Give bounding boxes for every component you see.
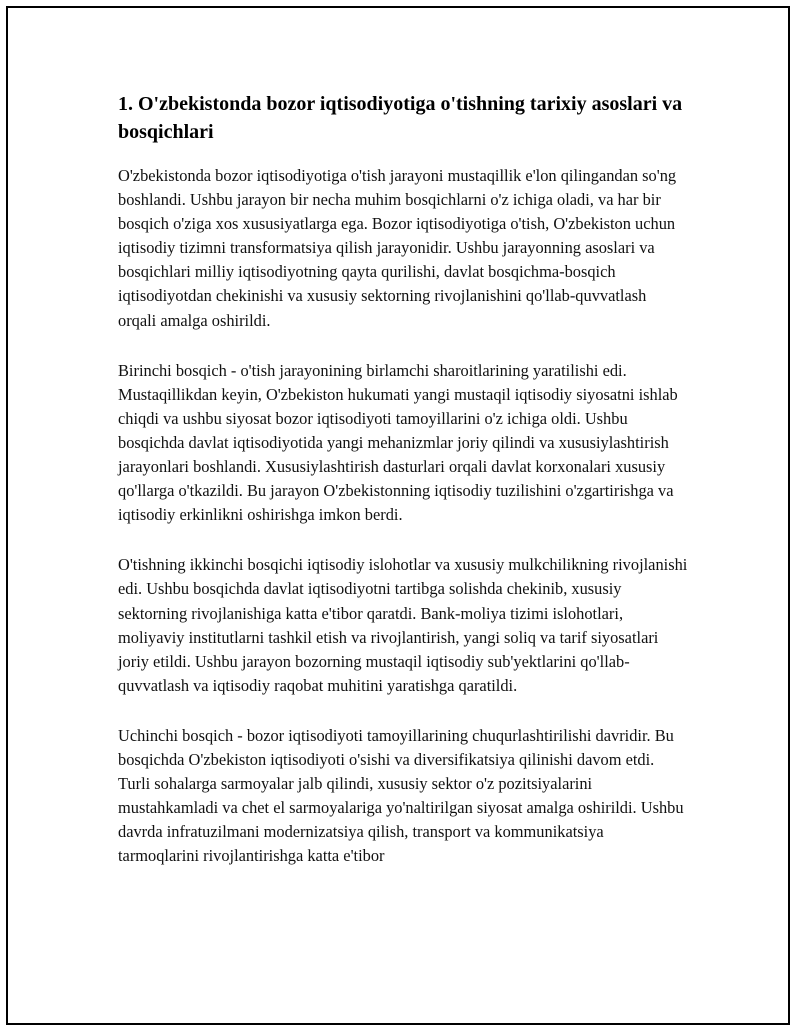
paragraph-intro: O'zbekistonda bozor iqtisodiyotiga o'tish jarayoni mustaqillik e'lon qilingandan so'ng boshlandi. Ushbu jarayon bir necha muhim bosqichlarni o'z ichiga oladi, va har bir bosqich o'ziga xos xususiyatlarga ega. Bozor iqtisodiyotiga o'tish, O'zbekiston uchun iqtisodiy tizimni transformatsiya qilish jarayonidir. Ushbu jarayonning asoslari va bosqichlari milliy iqtisodiyotning qayta qurilishi, davlat bosqichma-bosqich iqtisodiyotdan chekinishi va xususiy sektorning rivojlanishini qo'llab-quvvatlash orqali amalga oshirildi. — [118, 166, 677, 330]
paragraph-second-stage: O'tishning ikkinchi bosqichi iqtisodiy islohotlar va xususiy mulkchilikning rivojlanishi edi. Ushbu bosqichda davlat iqtisodiyotni tartibga solishda chekinib, xususiy sektorning rivojlanishiga katta e'tibor qaratdi. Bank-moliya tizimi islohotlari, moliyaviy institutlarni tashkil etish va rivojlantirish, yangi soliq va tarif siyosatlari joriy etildi. Ushbu jarayon bozorning mustaqil iqtisodiy sub'yektlarini qo'llab-quvvatlash va iqtisodiy raqobat muhitini yaratishga qaratildi. — [118, 555, 688, 695]
paragraph-first-stage: Birinchi bosqich - o'tish jarayonining birlamchi sharoitlarining yaratilishi edi. Mustaqillikdan keyin, O'zbekiston hukumati yangi mustaqil iqtisodiy siyosatni ishlab chiqdi va ushbu siyosat bozor iqtisodiyoti tamoyillarini o'z ichiga oldi. Ushbu bosqichda davlat iqtisodiyotida yangi mehanizmlar joriy qilindi va xususiylashtirish jarayonlari boshlandi. Xususiylashtirish dasturlari orqali davlat korxonalari xususiy qo'llarga o'tkazildi. Bu jarayon O'zbekistonning iqtisodiy tuzilishini o'zgartirishga va iqtisodiy erkinlikni oshirishga imkon berdi. — [118, 360, 678, 525]
document-body — [118, 90, 688, 894]
paragraph-third-stage: Uchinchi bosqich - bozor iqtisodiyoti tamoyillarining chuqurlashtirilishi davridir. Bu bosqichda O'zbekiston iqtisodiyoti o'sishi va diversifikatsiya qilinishi davom etdi. Turli sohalarga sarmoyalar jalb qilindi, xususiy sektor o'z pozitsiyalarini mustahkamladi va chet el sarmoyalariga yo'naltirilgan siyosat amalga oshirildi. Ushbu davrda infratuzilmani modernizatsiya qilish, transport va kommunikatsiya tarmoqlarini rivojlantirishga katta e'tibor — [118, 725, 684, 866]
section-heading: 1. O'zbekistonda bozor iqtisodiyotiga o'tishning tarixiy asoslari va bosqichlari — [118, 93, 683, 143]
